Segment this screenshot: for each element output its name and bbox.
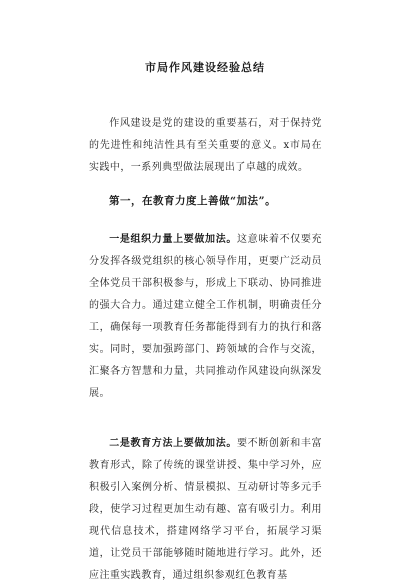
point-one-body: 这意味着不仅要充分发挥各级党组织的核心领导作用，更要广泛动员全体党员干部积极参与，形成上下联动、协同推进的强大合力。通过建立健全工作机制，明确责任分工，确保每一项教育任务都能得到有力的执行和落实。同时，要加强跨部门、跨领域的合作与交流，汇聚各方智慧和力量，共同推动作风建设向纵深发展。 — [89, 234, 322, 399]
point-one-lead: 一是组织力量上要做加法。 — [109, 234, 237, 245]
document-title: 市局作风建设经验总结 — [145, 61, 265, 74]
point-one-paragraph — [89, 229, 322, 405]
intro-paragraph — [89, 113, 322, 179]
intro-text: 作风建设是党的建设的重要基石，对于保持党的先进性和纯洁性具有至关重要的意义。x市局在实践中，一系列典型做法展现出了卓越的成效。 — [89, 118, 322, 173]
point-two-lead: 二是教育方法上要做加法。 — [109, 438, 237, 449]
point-two-paragraph — [89, 433, 322, 587]
point-two-body: 要不断创新和丰富教育形式，除了传统的课堂讲授、集中学习外，应积极引入案例分析、情景模拟、互动研讨等多元手段，使学习过程更加生动有趣、富有吸引力。利用现代信息技术，搭建网络学习平台，拓展学习渠道，让党员干部能够随时随地进行学习。此外，还应注重实践教育，通过组织参观红色教育基 — [89, 438, 322, 581]
section-heading: 第一，在教育力度上善做“加法”。 — [109, 195, 277, 207]
